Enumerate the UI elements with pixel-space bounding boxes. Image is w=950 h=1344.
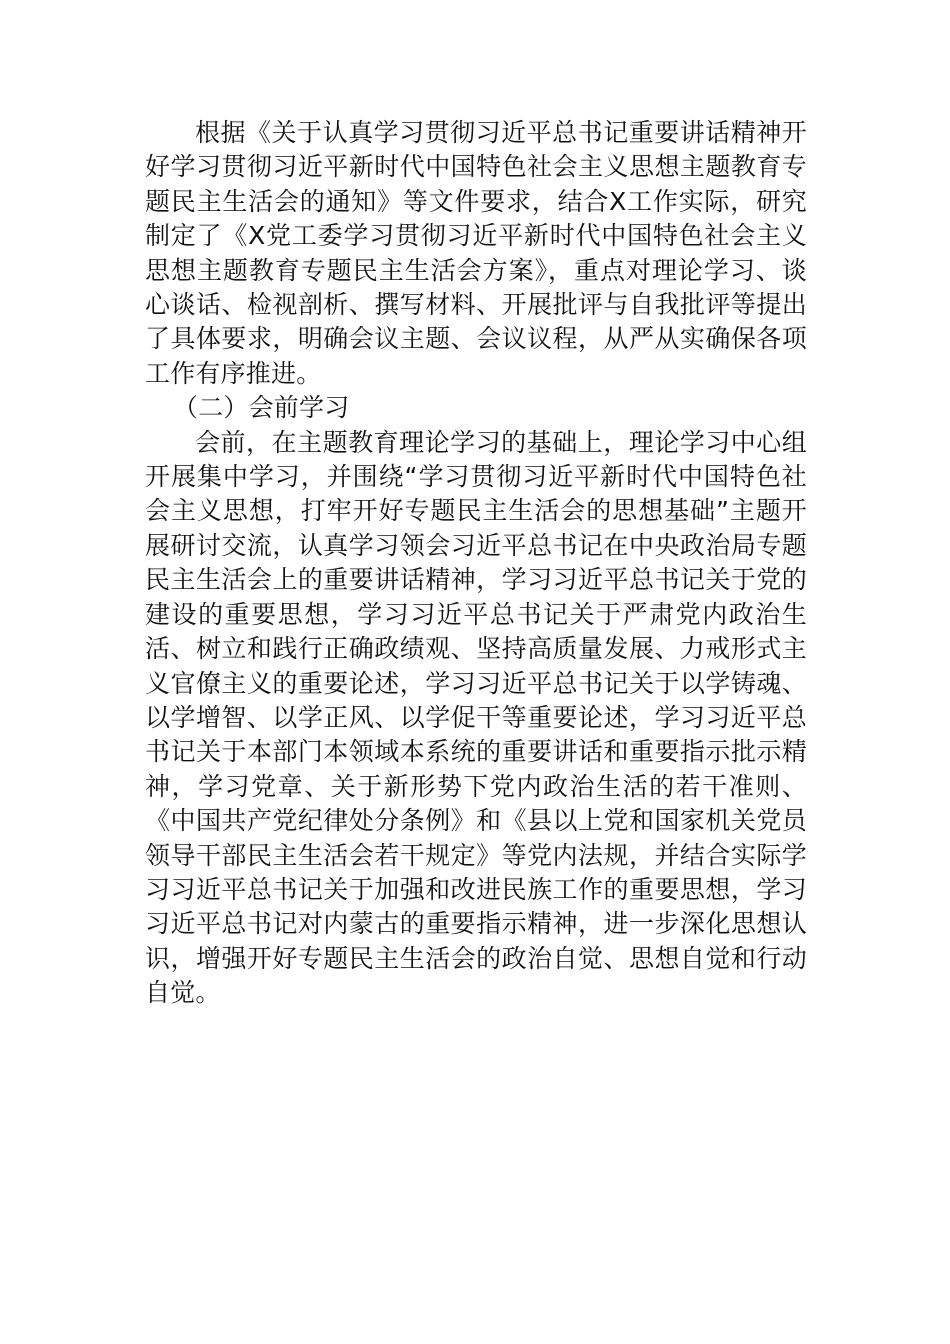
body-paragraph-1: 根据《关于认真学习贯彻习近平总书记重要讲话精神开好学习贯彻习近平新时代中国特色社会主义思想主题教育专题民主生活会的通知》等文件要求，结合X工作实际，研究制定了《X党工委学习贯彻习近平新时代中国特色社会主义思想主题教育专题民主生活会方案》，重点对理论学习、谈心谈话、检视剖析、撰写材料、开展批评与自我批评等提出了具体要求，明确会议主题、会议议程，从严从实确保各项工作有序推进。 xyxy=(145,118,807,388)
body-paragraph-2: 会前，在主题教育理论学习的基础上，理论学习中心组开展集中学习，并围绕“学习贯彻习近平新时代中国特色社会主义思想，打牢开好专题民主生活会的思想基础”主题开展研讨交流，认真学习领会习近平总书记在中央政治局专题民主生活会上的重要讲话精神，学习习近平总书记关于党的建设的重要思想，学习习近平总书记关于严肃党内政治生活、树立和践行正确政绩观、坚持高质量发展、力戒形式主义官僚主义的重要论述，学习习近平总书记关于以学铸魂、以学增智、以学正风、以学促干等重要论述，学习习近平总书记关于本部门本领域本系统的重要讲话和重要指示批示精神，学习党章、关于新形势下党内政治生活的若干准则、《中国共产党纪律处分条例》和《县以上党和国家机关党员领导干部民主生活会若干规定》等党内法规，并结合实际学习习近平总书记关于加强和改进民族工作的重要思想，学习习近平总书记对内蒙古的重要指示精神，进一步深化思想认识，增强开好专题民主生活会的政治自觉、思想自觉和行动自觉。 xyxy=(145,427,807,1008)
document-page xyxy=(145,116,807,1011)
section-heading: （二）会前学习 xyxy=(173,393,350,423)
